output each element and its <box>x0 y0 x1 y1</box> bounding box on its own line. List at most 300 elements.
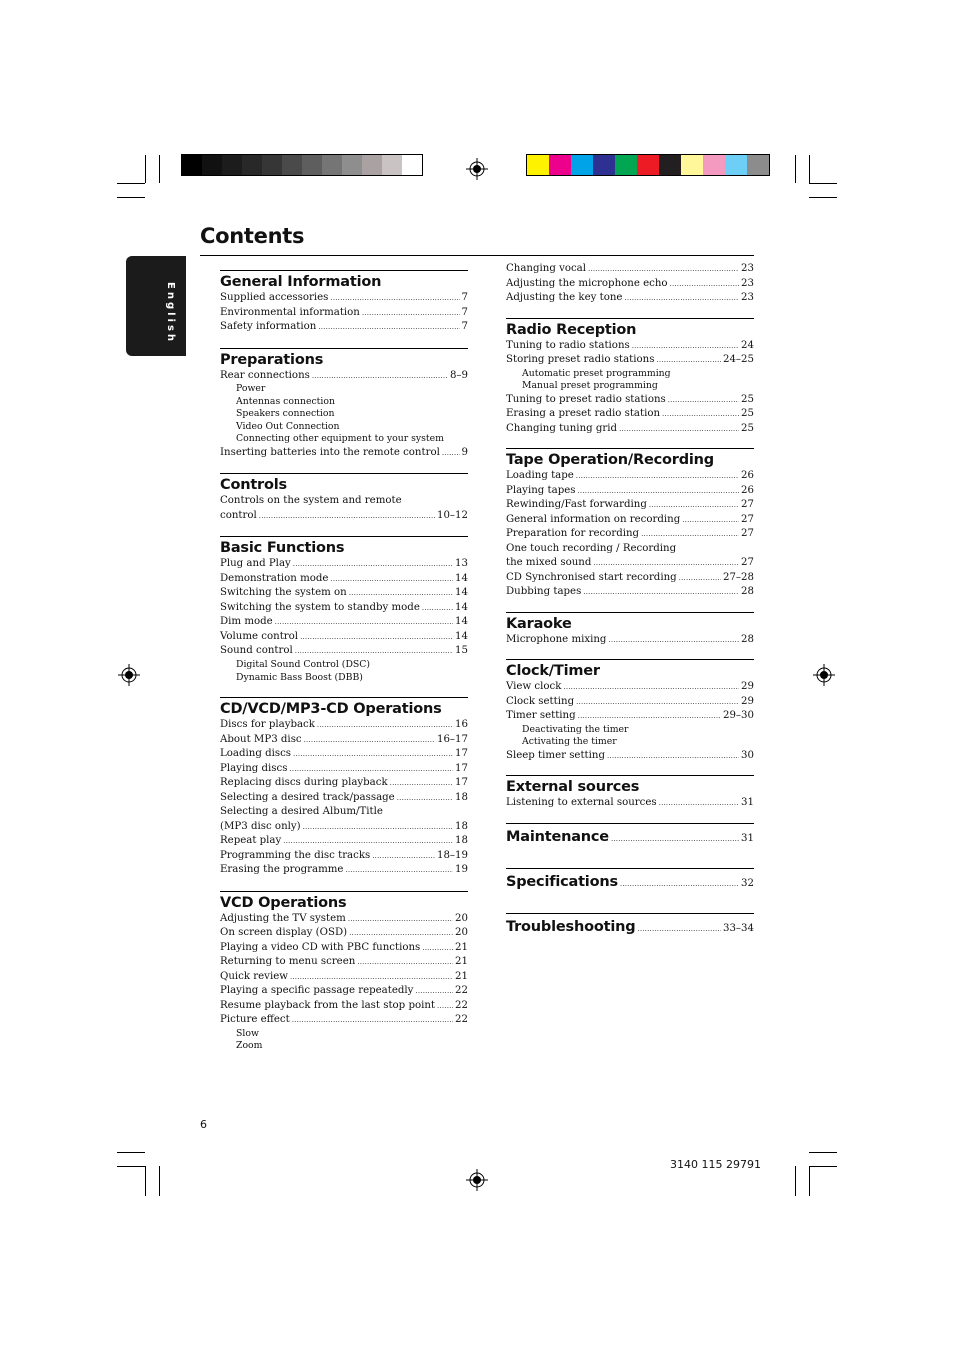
toc-section <box>220 891 468 1053</box>
toc-entry <box>220 926 468 941</box>
toc-entry-label: Returning to menu screen <box>220 956 356 968</box>
calibration-swatch <box>382 155 402 175</box>
toc-section <box>506 659 754 763</box>
toc-entry <box>506 556 754 571</box>
dot-leader <box>641 527 739 542</box>
toc-entry-label: Repeat play <box>220 835 282 847</box>
dot-leader <box>670 277 740 292</box>
dot-leader <box>293 557 453 572</box>
dot-leader <box>290 970 453 985</box>
toc-section <box>506 868 754 901</box>
toc-page: 26 <box>741 470 754 482</box>
toc-entry-label: Rear connections <box>220 369 310 381</box>
calibration-swatch <box>703 155 725 175</box>
toc-page: 14 <box>455 616 468 628</box>
toc-entry-label: (MP3 disc only) <box>220 820 301 832</box>
dot-leader <box>656 353 721 368</box>
toc-entry-label: Volume control <box>220 630 299 642</box>
dot-leader <box>317 718 453 733</box>
dot-leader <box>593 556 739 571</box>
toc-entry-label: On screen display (OSD) <box>220 927 348 939</box>
dot-leader <box>300 630 453 645</box>
toc-page: 28 <box>741 586 754 598</box>
toc-subentry: Slow <box>236 1027 259 1039</box>
dot-leader <box>620 871 739 890</box>
toc-entry <box>220 941 468 956</box>
toc-entry-label: Adjusting the key tone <box>506 292 623 303</box>
calibration-swatch <box>222 155 242 175</box>
dot-leader <box>619 422 739 437</box>
calibration-swatch <box>681 155 703 175</box>
toc-entry-label: Safety information <box>220 321 317 332</box>
crop-mark <box>809 1166 837 1167</box>
calibration-swatch <box>282 155 302 175</box>
toc-page: 14 <box>455 630 468 642</box>
crop-mark <box>795 155 796 183</box>
dot-leader <box>293 747 453 762</box>
toc-entry <box>220 733 468 748</box>
toc-section <box>506 318 754 437</box>
toc-entry-label: Changing vocal <box>506 263 587 274</box>
document-number: 3140 115 29791 <box>670 1158 761 1171</box>
toc-section <box>506 612 754 648</box>
toc-section-heading-entry <box>506 871 754 891</box>
toc-entry-label: Switching the system to standby mode <box>220 601 420 613</box>
crop-mark <box>145 1166 146 1196</box>
toc-page: 14 <box>455 587 468 599</box>
toc-entry <box>506 469 754 484</box>
toc-entry-label: Dubbing tapes <box>506 586 582 598</box>
dot-leader <box>649 498 739 513</box>
toc-left-column <box>220 270 468 1066</box>
toc-page: 10–12 <box>436 509 468 521</box>
toc-entry <box>506 571 754 586</box>
toc-entry <box>506 339 754 354</box>
toc-page: 22 <box>455 985 468 997</box>
toc-page: 27–28 <box>722 571 754 583</box>
toc-entry <box>220 970 468 985</box>
calibration-swatch <box>747 155 769 175</box>
toc-page: 31 <box>741 832 754 844</box>
dot-leader <box>422 601 453 616</box>
calibration-swatch <box>637 155 659 175</box>
toc-entry <box>506 498 754 513</box>
dot-leader <box>608 633 739 648</box>
registration-mark-icon <box>118 664 140 686</box>
toc-entry-label: View clock <box>506 681 562 693</box>
toc-entry-label: Picture effect <box>220 1014 290 1026</box>
toc-entry-label: Programming the disc tracks <box>220 849 371 861</box>
toc-section-title: Troubleshooting <box>506 918 636 935</box>
dot-leader <box>668 393 739 408</box>
toc-entry-label: Timer setting <box>506 710 576 722</box>
toc-entry-label: Loading discs <box>220 748 292 760</box>
dot-leader <box>583 585 739 600</box>
toc-entry-label: Preparation for recording <box>506 528 640 540</box>
calibration-swatch <box>549 155 571 175</box>
crop-mark <box>159 155 160 183</box>
toc-entry-label: Tuning to preset radio stations <box>506 393 666 405</box>
toc-entry-label: Storing preset radio stations <box>506 354 655 365</box>
toc-entry-label: Clock setting <box>506 695 575 707</box>
toc-subentry: Digital Sound Control (DSC) <box>236 658 371 670</box>
toc-entry-text: Selecting a desired Album/Title <box>220 806 383 818</box>
toc-entry <box>220 747 468 762</box>
toc-section-title: Clock/Timer <box>506 663 600 680</box>
dot-leader <box>349 926 453 941</box>
toc-entry <box>506 422 754 437</box>
dot-leader <box>437 999 453 1014</box>
dot-leader <box>318 320 459 335</box>
crop-mark <box>809 155 810 183</box>
toc-section <box>506 913 754 946</box>
dot-leader <box>637 916 721 935</box>
toc-section <box>506 262 754 306</box>
toc-entry-label: control <box>220 509 257 521</box>
dot-leader <box>348 912 453 927</box>
dot-leader <box>679 571 721 586</box>
calibration-swatch <box>593 155 615 175</box>
toc-subentry: Power <box>236 383 266 394</box>
toc-page: 17 <box>455 748 468 760</box>
toc-subentry: Manual preset programming <box>522 380 658 392</box>
toc-entry-label: Environmental information <box>220 306 360 318</box>
color-calibration-bar <box>526 154 770 176</box>
toc-page: 17 <box>455 762 468 774</box>
toc-section-title: Maintenance <box>506 828 609 845</box>
toc-entry-label: Supplied accessories <box>220 292 329 303</box>
dot-leader <box>611 826 739 845</box>
toc-entry <box>506 796 754 811</box>
toc-entry-label: Erasing the programme <box>220 864 344 876</box>
toc-entry-label: Tuning to radio stations <box>506 339 630 351</box>
toc-entry <box>506 291 754 306</box>
dot-leader <box>415 984 453 999</box>
toc-subentry: Connecting other equipment to your system <box>236 433 444 445</box>
dot-leader <box>330 572 453 587</box>
toc-page: 24–25 <box>722 354 754 365</box>
toc-page: 21 <box>455 970 468 982</box>
registration-mark-icon <box>466 1169 488 1191</box>
dot-leader <box>372 849 435 864</box>
dot-leader <box>578 709 721 724</box>
dot-leader <box>292 1013 453 1028</box>
dot-leader <box>357 955 453 970</box>
toc-page: 22 <box>455 1014 468 1026</box>
toc-page: 18–19 <box>436 849 468 861</box>
calibration-swatch <box>182 155 202 175</box>
toc-entry-label: Quick review <box>220 970 288 982</box>
toc-page: 21 <box>455 941 468 953</box>
toc-entry <box>506 749 754 764</box>
toc-entry <box>220 615 468 630</box>
toc-entry <box>506 277 754 292</box>
toc-page: 14 <box>455 572 468 584</box>
crop-mark <box>809 197 837 198</box>
toc-section-title: CD/VCD/MP3-CD Operations <box>220 701 442 718</box>
toc-section <box>220 473 468 523</box>
toc-entry <box>220 306 468 321</box>
toc-entry <box>220 320 468 335</box>
toc-entry-label: About MP3 disc <box>220 733 302 745</box>
toc-entry <box>220 718 468 733</box>
dot-leader <box>576 469 739 484</box>
toc-entry <box>220 912 468 927</box>
toc-subentry: Dynamic Bass Boost (DBB) <box>236 671 363 683</box>
toc-page: 25 <box>741 422 754 434</box>
toc-section-title: Karaoke <box>506 615 572 632</box>
toc-entry-label: Playing discs <box>220 762 288 774</box>
registration-mark-icon <box>813 664 835 686</box>
crop-mark <box>809 1152 837 1153</box>
toc-entry-label: Resume playback from the last stop point <box>220 999 436 1011</box>
toc-page: 8–9 <box>449 369 468 381</box>
toc-entry <box>506 484 754 499</box>
dot-leader <box>576 695 739 710</box>
calibration-swatch <box>402 155 422 175</box>
toc-entry-label: Microphone mixing <box>506 633 607 645</box>
dot-leader <box>289 762 453 777</box>
toc-section <box>506 775 754 811</box>
toc-entry <box>220 762 468 777</box>
toc-page: 27 <box>741 513 754 525</box>
crop-mark <box>117 197 145 198</box>
toc-entry-label: Playing a specific passage repeatedly <box>220 985 414 997</box>
dot-leader <box>442 446 460 461</box>
toc-subentry: Video Out Connection <box>236 420 340 432</box>
toc-page: 21 <box>455 956 468 968</box>
calibration-swatch <box>362 155 382 175</box>
toc-entry <box>220 557 468 572</box>
dot-leader <box>607 749 739 764</box>
toc-entry <box>220 863 468 878</box>
toc-entry-label: Adjusting the microphone echo <box>506 277 668 289</box>
toc-entry-label: Playing tapes <box>506 484 576 496</box>
toc-page: 30 <box>741 749 754 761</box>
toc-entry <box>220 572 468 587</box>
toc-section-heading-entry <box>506 826 754 846</box>
toc-page: 25 <box>741 408 754 420</box>
dot-leader <box>390 776 453 791</box>
crop-mark <box>159 1166 160 1196</box>
toc-entry-label: Dim mode <box>220 616 273 628</box>
toc-entry <box>220 776 468 791</box>
grayscale-calibration-bar <box>181 154 423 176</box>
toc-entry <box>220 291 468 306</box>
toc-entry-label: Plug and Play <box>220 558 291 570</box>
calibration-swatch <box>725 155 747 175</box>
toc-page: 25 <box>741 393 754 405</box>
toc-page: 27 <box>741 499 754 511</box>
dot-leader <box>259 509 435 524</box>
toc-entry <box>220 446 468 461</box>
toc-page: 23 <box>741 292 754 303</box>
page-title: Contents <box>200 224 305 248</box>
toc-entry-text: Controls on the system and remote <box>220 495 402 507</box>
registration-mark-icon <box>466 158 488 180</box>
title-rule <box>200 255 754 256</box>
page-number: 6 <box>200 1118 207 1131</box>
toc-section-title: VCD Operations <box>220 894 347 911</box>
crop-mark <box>117 183 145 184</box>
toc-entry <box>220 1013 468 1028</box>
toc-section-title: Specifications <box>506 873 618 890</box>
dot-leader <box>662 407 739 422</box>
toc-page: 9 <box>461 446 468 458</box>
dot-leader <box>295 644 453 659</box>
toc-page: 29–30 <box>722 710 754 722</box>
dot-leader <box>682 513 739 528</box>
toc-section <box>220 270 468 335</box>
toc-entry-label: General information on recording <box>506 513 681 525</box>
toc-page: 18 <box>455 820 468 832</box>
toc-entry-label: Sleep timer setting <box>506 749 605 761</box>
toc-entry-label: Erasing a preset radio station <box>506 408 661 420</box>
toc-entry <box>506 262 754 277</box>
toc-page: 16–17 <box>436 733 468 745</box>
dot-leader <box>624 291 739 306</box>
dot-leader <box>312 369 448 384</box>
dot-leader <box>659 796 739 811</box>
toc-section-title: Controls <box>220 477 287 494</box>
toc-entry-label: Discs for playback <box>220 719 315 731</box>
toc-page: 13 <box>455 558 468 570</box>
dot-leader <box>362 306 460 321</box>
dot-leader <box>303 820 453 835</box>
toc-page: 7 <box>461 321 468 332</box>
toc-page: 23 <box>741 263 754 274</box>
toc-section-title: External sources <box>506 779 640 796</box>
toc-entry <box>506 709 754 724</box>
toc-page: 7 <box>461 292 468 303</box>
toc-section <box>506 823 754 856</box>
toc-page: 18 <box>455 835 468 847</box>
toc-entry <box>506 527 754 542</box>
calibration-swatch <box>242 155 262 175</box>
dot-leader <box>588 262 739 277</box>
toc-entry <box>220 369 468 384</box>
toc-section <box>220 536 468 684</box>
toc-right-column <box>506 262 754 958</box>
toc-entry-label: Demonstration mode <box>220 572 329 584</box>
toc-entry-label: Replacing discs during playback <box>220 777 388 789</box>
language-tab-label: English <box>165 282 176 345</box>
crop-mark <box>795 1166 796 1196</box>
toc-entry <box>220 630 468 645</box>
dot-leader <box>563 680 739 695</box>
toc-entry <box>220 601 468 616</box>
toc-subentry: Speakers connection <box>236 408 335 420</box>
toc-subentry: Automatic preset programming <box>522 367 671 379</box>
toc-subentry: Zoom <box>236 1040 263 1052</box>
crop-mark <box>117 1152 145 1153</box>
calibration-swatch <box>527 155 549 175</box>
toc-entry <box>220 984 468 999</box>
calibration-swatch <box>262 155 282 175</box>
toc-entry <box>220 644 468 659</box>
toc-page: 14 <box>455 601 468 613</box>
crop-mark <box>809 1166 810 1196</box>
toc-entry-label: Playing a video CD with PBC functions <box>220 941 421 953</box>
toc-page: 29 <box>741 681 754 693</box>
toc-entry <box>506 695 754 710</box>
toc-entry <box>220 509 468 524</box>
toc-entry-label: the mixed sound <box>506 557 592 569</box>
toc-entry-text: One touch recording / Recording <box>506 542 677 554</box>
toc-entry <box>506 585 754 600</box>
dot-leader <box>345 863 453 878</box>
toc-entry-label: Rewinding/Fast forwarding <box>506 499 647 511</box>
crop-mark <box>117 1166 145 1167</box>
dot-leader <box>397 791 453 806</box>
calibration-swatch <box>302 155 322 175</box>
dot-leader <box>304 733 435 748</box>
toc-entry-label: Selecting a desired track/passage <box>220 791 395 803</box>
toc-entry <box>220 834 468 849</box>
toc-entry <box>506 633 754 648</box>
toc-entry-label: Adjusting the TV system <box>220 912 346 924</box>
toc-entry-label: Sound control <box>220 645 293 657</box>
toc-page: 28 <box>741 633 754 645</box>
toc-page: 29 <box>741 695 754 707</box>
dot-leader <box>422 941 453 956</box>
toc-entry <box>506 407 754 422</box>
crop-mark <box>145 155 146 183</box>
calibration-swatch <box>322 155 342 175</box>
toc-page: 17 <box>455 777 468 789</box>
calibration-swatch <box>202 155 222 175</box>
toc-page: 20 <box>455 912 468 924</box>
toc-entry <box>220 791 468 806</box>
toc-entry <box>220 820 468 835</box>
dot-leader <box>330 291 459 306</box>
toc-entry <box>506 353 754 368</box>
toc-entry-label: Inserting batteries into the remote control <box>220 446 440 458</box>
language-tab <box>126 256 186 356</box>
dot-leader <box>283 834 453 849</box>
calibration-swatch <box>342 155 362 175</box>
toc-section-title: Basic Functions <box>220 540 345 557</box>
toc-subentry: Deactivating the timer <box>522 723 629 735</box>
toc-section-heading-entry <box>506 916 754 936</box>
toc-page: 33–34 <box>722 922 754 934</box>
toc-page: 15 <box>455 645 468 657</box>
toc-page: 19 <box>455 864 468 876</box>
dot-leader <box>349 586 453 601</box>
toc-entry <box>220 999 468 1014</box>
toc-page: 18 <box>455 791 468 803</box>
toc-page: 16 <box>455 719 468 731</box>
toc-section <box>220 697 468 878</box>
crop-mark <box>809 183 837 184</box>
toc-entry-label: Listening to external sources <box>506 797 657 809</box>
dot-leader <box>275 615 453 630</box>
toc-section-title: Radio Reception <box>506 321 637 338</box>
toc-entry <box>220 955 468 970</box>
toc-entry <box>506 513 754 528</box>
toc-page: 31 <box>741 797 754 809</box>
toc-entry-label: Loading tape <box>506 470 574 482</box>
toc-section <box>506 448 754 600</box>
calibration-swatch <box>571 155 593 175</box>
calibration-swatch <box>615 155 637 175</box>
toc-section <box>220 348 468 461</box>
toc-page: 7 <box>461 306 468 318</box>
toc-section-title: General Information <box>220 274 382 290</box>
toc-page: 23 <box>741 277 754 289</box>
dot-leader <box>632 339 739 354</box>
toc-entry-label: Changing tuning grid <box>506 422 618 434</box>
